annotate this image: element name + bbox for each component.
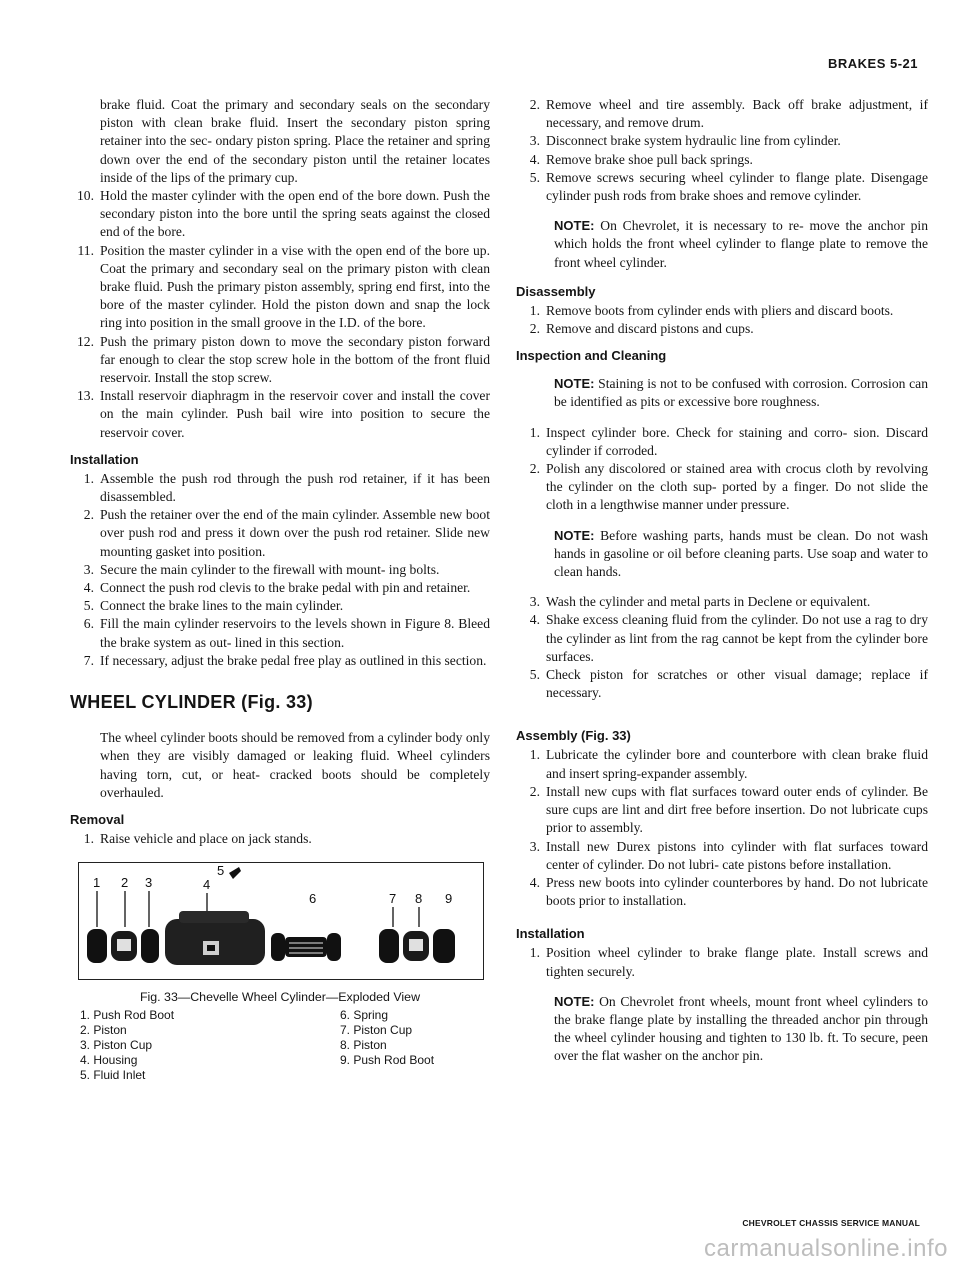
disassembly-heading: Disassembly	[516, 283, 596, 299]
removal-step-4: 4. Remove brake shoe pull back springs.	[529, 151, 753, 167]
callout-1: 1	[93, 875, 101, 891]
removal-step-1: 1. Raise vehicle and place on jack stands.	[83, 830, 312, 846]
assembly-step-4: 4. Press new boots into cylinder counterbores by hand. Do not lubricate boots prior to installation.	[529, 874, 928, 909]
legend-item: 5. Fluid Inlet	[80, 1068, 146, 1083]
legend-item: 8. Piston	[340, 1038, 387, 1053]
inspection-step-5: 5. Check piston for scratches or other visual damage; replace if necessary.	[529, 667, 928, 701]
section-intro: The wheel cylinder boots should be removed from a cylinder body only when they are visibly damaged or leaking fluid. Wheel cylinders having torn, cut, or heat- cracked boots should be completely overhauled.	[100, 730, 490, 800]
removal-heading: Removal	[70, 811, 125, 827]
assembly-step-2: 2. Install new cups with flat surfaces toward outer ends of cylinder. Be sure cups are lint and dirt free before insertion. Do not lubricate cups prior to assembly.	[529, 783, 928, 836]
legend-item: 3. Piston Cup	[80, 1038, 153, 1053]
install-step-5: 5. Connect the brake lines to the main cylinder.	[83, 598, 344, 614]
callout-7: 7	[389, 891, 397, 907]
removal-step-3: 3. Disconnect brake system hydraulic line from cylinder.	[529, 133, 841, 149]
figure-legend	[70, 1008, 490, 1083]
install-step-6: 6. Fill the main cylinder reservoirs to the levels shown in Figure 8. Bleed the brake system as out- lined in this section.	[83, 616, 490, 650]
callout-6: 6	[309, 891, 317, 907]
page-header: BRAKES 5-21	[827, 56, 918, 71]
installation-heading-right: Installation	[516, 926, 585, 942]
callout-3: 3	[145, 875, 153, 891]
callout-9: 9	[445, 891, 453, 907]
legend-item: 2. Piston	[80, 1023, 127, 1038]
installation-heading: Installation	[70, 451, 139, 467]
assembly-step-3: 3. Install new Durex pistons into cylinder with flat surfaces toward center of cylinder. Do not lubri- cate pistons before installation.	[529, 838, 928, 872]
legend-item: 4. Housing	[80, 1053, 138, 1068]
install-step-1: 1. Assemble the push rod through the push rod retainer, if it has been disassembled.	[83, 470, 490, 505]
step-11: 11. Position the master cylinder in a vise with the open end of the bore up. Coat the primary and secondary seal on the primary piston with clean brake fluid. Push the primary piston assembly, spring end first, into the bore of the master cylinder. Hold the piston down and snap the lock ring into position in the small groove in the I.D. of the bore.	[77, 242, 490, 331]
removal-step-2: 2. Remove wheel and tire assembly. Back off brake adjustment, if necessary, and remove drum.	[529, 97, 928, 131]
section-title: WHEEL CYLINDER (Fig. 33)	[70, 692, 313, 713]
legend-item: 7. Piston Cup	[340, 1023, 413, 1038]
install-step-7: 7. If necessary, adjust the brake pedal free play as outlined in this section.	[83, 652, 487, 668]
note-anchor-pin: NOTE: On Chevrolet, it is necessary to re- move the anchor pin which holds the front wheel cylinder to flange plate to remove the front wheel cylinder.	[554, 218, 928, 270]
callout-8: 8	[415, 891, 423, 907]
left-column	[70, 96, 490, 1083]
disassembly-step-1: 1. Remove boots from cylinder ends with pliers and discard boots.	[529, 302, 894, 318]
assembly-heading: Assembly (Fig. 33)	[516, 728, 631, 744]
step-12: 12. Push the primary piston down to move the secondary piston forward far enough to clear the stop screw hole in the bottom of the front fluid reservoir. Install the stop screw.	[77, 333, 490, 386]
removal-step-5: 5. Remove screws securing wheel cylinder to flange plate. Disengage cylinder push rods from brake shoes and remove cylinder.	[529, 169, 928, 204]
callout-4: 4	[203, 877, 211, 893]
footer-manual-title: CHEVROLET CHASSIS SERVICE MANUAL	[742, 1218, 920, 1228]
step-13: 13. Install reservoir diaphragm in the reservoir cover and install the cover on the main cylinder. Push bail wire into position to secure the reservoir cover.	[77, 388, 490, 440]
note-anchor-torque: NOTE: On Chevrolet front wheels, mount front wheel cylinders to the brake flange plate by installing the threaded anchor pin through the wheel cylinder housing and tighten to 130 lb. ft. To secure, peen over the flat washer on the anchor pin.	[554, 993, 928, 1064]
inspection-step-2: 2. Polish any discolored or stained area with crocus cloth by revolving the cylinder on the cloth sup- ported by a finger. Do not slide the cloth in a lengthwise manner under pressure.	[529, 461, 928, 513]
note-clean-hands: NOTE: Before washing parts, hands must be clean. Do not wash hands in gasoline or oil before cleaning parts. Use soap and water to clean hands.	[554, 527, 928, 580]
exploded-view-figure	[78, 862, 484, 980]
figure-caption: Fig. 33—Chevelle Wheel Cylinder—Exploded View	[139, 990, 421, 1005]
watermark: carmanualsonline.info	[704, 1235, 948, 1262]
legend-item: 6. Spring	[340, 1008, 389, 1023]
install-right-step-1: 1. Position wheel cylinder to brake flange plate. Install screws and tighten securely.	[529, 945, 928, 979]
right-column	[516, 96, 928, 1078]
wheel-cylinder-illustration	[79, 863, 483, 979]
inspection-step-4: 4. Shake excess cleaning fluid from the cylinder. Do not use a rag to dry the cylinder as lint from the rag cannot be kept from the cylinder bore surfaces.	[529, 612, 928, 664]
legend-item: 1. Push Rod Boot	[80, 1008, 175, 1023]
inspection-heading: Inspection and Cleaning	[516, 348, 667, 364]
note-staining: NOTE: Staining is not to be confused with corrosion. Corrosion can be identified as pits or excessive bore roughness.	[554, 376, 928, 410]
inspection-step-1: 1. Inspect cylinder bore. Check for staining and corro- sion. Discard cylinder if corroded.	[529, 424, 928, 458]
inspection-step-3: 3. Wash the cylinder and metal parts in Declene or equivalent.	[529, 594, 871, 610]
install-step-4: 4. Connect the push rod clevis to the brake pedal with pin and retainer.	[83, 580, 471, 596]
callout-5: 5	[217, 863, 225, 879]
assembly-step-1: 1. Lubricate the cylinder bore and counterbore with clean brake fluid and insert spring-expander assembly.	[529, 747, 928, 781]
callout-2: 2	[121, 875, 129, 891]
legend-item: 9. Push Rod Boot	[340, 1053, 435, 1068]
disassembly-step-2: 2. Remove and discard pistons and cups.	[529, 321, 754, 337]
step-10: 10. Hold the master cylinder with the open end of the bore down. Push the secondary piston into the bore until the spring seats against the closed end of the bore.	[77, 188, 490, 240]
install-step-3: 3. Secure the main cylinder to the firewall with mount- ing bolts.	[83, 561, 440, 577]
install-step-2: 2. Push the retainer over the end of the main cylinder. Assemble new boot over push rod and press it down over the push rod retainer. Slide new mounting gasket into position.	[83, 507, 490, 559]
intro-paragraph: brake fluid. Coat the primary and secondary seals on the secondary piston with clean brake fluid. Insert the secondary piston spring retainer into the sec- ondary piston spring. Place the retainer and spring down over the end of the secondary piston until the retainer locates inside of the lips of the primary cup.	[100, 97, 490, 185]
